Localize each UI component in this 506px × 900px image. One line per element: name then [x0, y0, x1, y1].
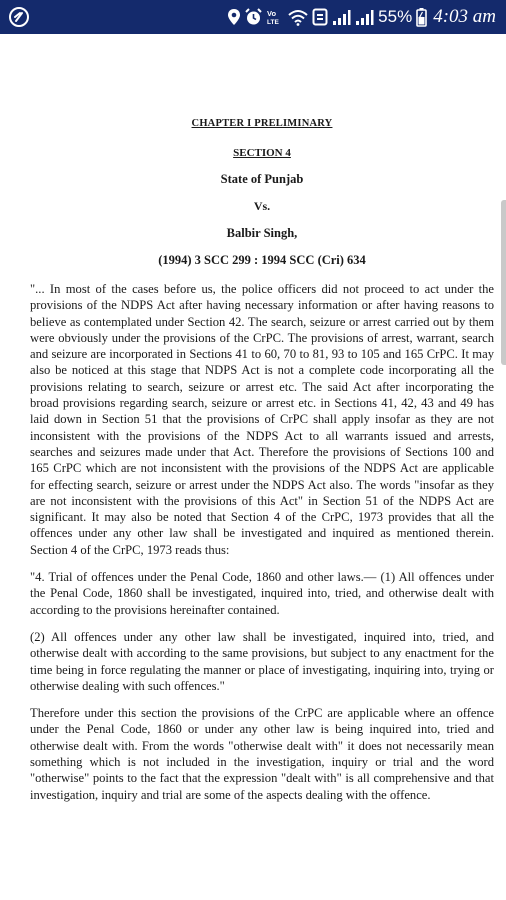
svg-text:LTE: LTE — [267, 19, 279, 26]
clock-time: 4:03 am — [433, 6, 496, 27]
svg-text:Vo: Vo — [267, 9, 277, 18]
body-paragraph: (2) All offences under any other law shall be investigated, inquired into, tried, and otherwise dealt with according to the same provisions, but subject to any enactment for the time being in force regulating the manner or place of investigating, inquiring into, trying or otherwise dealing with such offences." — [30, 629, 494, 693]
app-notification-icon — [8, 6, 30, 28]
signal-icon — [355, 9, 374, 26]
signal-icon — [332, 9, 351, 26]
body-paragraph: Therefore under this section the provisions of the CrPC are applicable where an offence under the Penal Code, 1860 or under any other law is being inquired into, tried and otherwise dealt with. From the words "otherwise dealt with" it does not necessarily mean something which is not included in the investigation, inquiry or trial and the word "otherwise" points to the fact that the expression "dealt with" is all comprehensive and that investigation, inquiry and trial are some of the aspects dealing with the offence. — [30, 706, 494, 802]
case-versus: Vs. — [253, 199, 271, 213]
case-party-2: Balbir Singh, — [226, 226, 298, 240]
volte-icon — [266, 8, 284, 26]
wifi-icon — [288, 9, 308, 26]
alarm-icon — [245, 8, 262, 26]
case-citation: (1994) 3 SCC 299 : 1994 SCC (Cri) 634 — [158, 253, 366, 267]
chapter-heading: CHAPTER I PRELIMINARY — [191, 118, 333, 129]
battery-icon — [416, 8, 427, 27]
case-party-1: State of Punjab — [220, 172, 304, 186]
scrollbar-thumb[interactable] — [501, 200, 506, 365]
body-paragraph: "... In most of the cases before us, the police officers did not proceed to act under the provisions of the NDPS Act after having necessary information or after having reasons to believe as contemplated under Section 42. The search, seizure or arrest carried out by them were obviously under the provisions of the CrPC. The provisions of arrest, warrant, search and seizure are incorporated in Sections 41 to 60, 70 to 81, 93 to 105 and 165 CrPC. It may also be noticed at this stage that NDPS Act is not a complete code incorporating all the provisions relating to search, seizure or arrest etc. The said Act after incorporating the broad provisions regarding search, seizure or arrest etc. in Sections 41, 42, 43 and 49 has laid down in Section 51 that the provisions of CrPC shall apply insofar as they are not inconsistent with the provisions of the NDPS Act to all warrants issued and arrests, searches and seizures made under that Act. Therefore the provisions of Sections 100 and 165 CrPC which are not inconsistent with the provisions of the NDPS Act are applicable for effecting search, seizure or arrest under the NDPS Act also. The words "insofar as they are not inconsistent with the provisions of this Act" in Section 51 of the NDPS Act are significant. It may also be noted that Section 4 of the CrPC, 1973 provides that all the offences under any other law shall be investigated and inquired as mentioned therein. Section 4 of the CrPC, 1973 reads thus: — [30, 282, 494, 557]
status-bar — [0, 0, 506, 34]
location-pin-icon — [227, 8, 241, 26]
battery-percent: 55% — [378, 7, 413, 26]
data-saver-icon — [312, 8, 328, 26]
section-heading: SECTION 4 — [233, 147, 291, 159]
status-icons — [227, 5, 496, 29]
document-page — [30, 118, 494, 803]
body-paragraph: "4. Trial of offences under the Penal Code, 1860 and other laws.— (1) All offences under the Penal Code, 1860 shall be investigated, inquired into, tried, and otherwise dealt with according to the provisions hereinafter contained. — [30, 570, 494, 617]
